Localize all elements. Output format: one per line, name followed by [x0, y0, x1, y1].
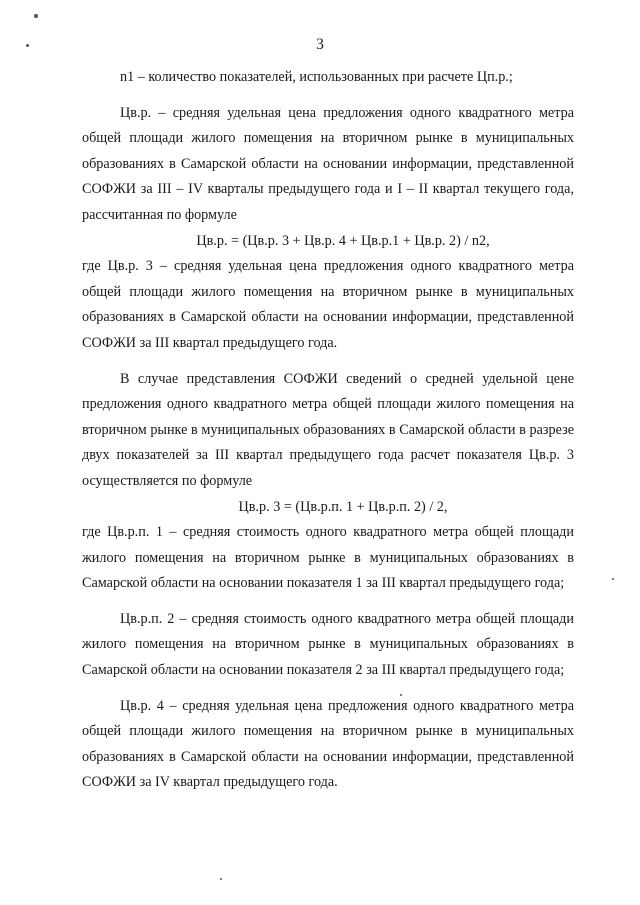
paragraph-cvrp1-definition: где Цв.р.п. 1 – средняя стоимость одного квадратного метра общей площади жилого помещения на вторичном рынке в муниципальных образованиях в Самарской области на основании показателя 1 за III квартал предыдущего года;	[82, 524, 574, 592]
formula-cvr3: Цв.р. 3 = (Цв.р.п. 1 + Цв.р.п. 2) / 2,	[238, 498, 448, 515]
paragraph-two-indicators-case: В случае представления СОФЖИ сведений о средней удельной цене предложения одного квадратного метра общей площади жилого помещения на вторичном рынке в муниципальных образованиях в Самарской области в разрезе двух показателей за III квартал предыдущего года расчет показателя Цв.р. 3 осуществляется по формуле	[82, 370, 574, 489]
scan-speck	[612, 578, 614, 580]
paragraph-cvr4-definition: Цв.р. 4 – средняя удельная цена предложения одного квадратного метра общей площади жилого помещения на вторичном рынке в муниципальных образованиях в Самарской области на основании информации, представленной СОФЖИ за IV квартал предыдущего года.	[82, 697, 574, 791]
paragraph-cvr3-definition: где Цв.р. 3 – средняя удельная цена предложения одного квадратного метра общей площади жилого помещения на вторичном рынке в муниципальных образованиях в Самарской области на основании информации, представленной СОФЖИ за III квартал предыдущего года.	[82, 258, 574, 351]
formula-cvr: Цв.р. = (Цв.р. 3 + Цв.р. 4 + Цв.р.1 + Цв.р. 2) / n2,	[196, 232, 490, 249]
page-number: 3	[316, 36, 324, 53]
paragraph-cvr-definition: Цв.р. – средняя удельная цена предложения одного квадратного метра общей площади жилого помещения на вторичном рынке в муниципальных образованиях в Самарской области на основании информации, представленной СОФЖИ за III – IV кварталы предыдущего года и I – II квартал текущего года, рассчитанная по формуле	[82, 104, 574, 223]
paragraph-n1-definition: n1 – количество показателей, использованных при расчете Цп.р.;	[120, 69, 513, 85]
document-body	[82, 65, 574, 796]
scan-speck	[34, 14, 38, 18]
scan-speck	[220, 878, 222, 880]
scan-speck	[400, 694, 402, 696]
paragraph-cvrp2-definition: Цв.р.п. 2 – средняя стоимость одного квадратного метра общей площади жилого помещения на вторичном рынке в муниципальных образованиях в Самарской области на основании показателя 2 за III квартал предыдущего года;	[82, 610, 574, 679]
